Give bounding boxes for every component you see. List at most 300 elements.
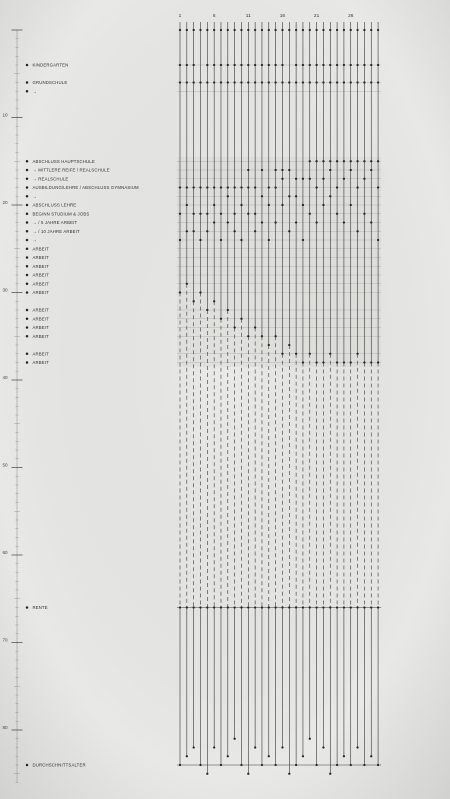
column-dot [295, 764, 297, 766]
column-dot [206, 213, 208, 215]
column-dot [281, 178, 283, 180]
column-dot [302, 178, 304, 180]
column-dot [363, 606, 365, 608]
column-dot [377, 361, 379, 363]
column-dot [309, 29, 311, 31]
column-dot [329, 195, 331, 197]
column-dot [254, 230, 256, 232]
column-dot [186, 204, 188, 206]
column-dot [370, 755, 372, 757]
column-dot [295, 195, 297, 197]
column-dot [343, 160, 345, 162]
column-dot [227, 755, 229, 757]
row-label: ARBEIT [32, 351, 49, 357]
column-dot [363, 29, 365, 31]
column-dot [329, 29, 331, 31]
column-dot [370, 81, 372, 83]
axis-label: 30 [2, 287, 8, 293]
row-label: ARBEIT [32, 333, 49, 339]
row-label: → MITTLERE REIFE / REALSCHULE [32, 167, 110, 173]
row-bullet [26, 81, 29, 84]
column-dot [233, 606, 235, 608]
column-dot [295, 178, 297, 180]
column-dot [288, 344, 290, 346]
column-dot [350, 64, 352, 66]
row-label: ABSCHLUSS LEHRE [32, 202, 77, 208]
column-dot [302, 204, 304, 206]
column-dot [213, 746, 215, 748]
column-dot [240, 239, 242, 241]
column-dot [206, 29, 208, 31]
row-bullet [26, 309, 29, 312]
column-dot [206, 230, 208, 232]
column-dot [309, 353, 311, 355]
column-dot [206, 606, 208, 608]
column-dot [363, 81, 365, 83]
column-dot [315, 606, 317, 608]
column-dot [227, 195, 229, 197]
column-dot [193, 29, 195, 31]
column-dot [363, 160, 365, 162]
row-bullet [26, 283, 29, 286]
column-dot [315, 361, 317, 363]
column-dot [350, 606, 352, 608]
column-dot [288, 81, 290, 83]
column-label: 11 [245, 14, 251, 19]
column-dot [199, 764, 201, 766]
row-bullet [26, 291, 29, 294]
column-dot [302, 239, 304, 241]
column-dot [350, 29, 352, 31]
column-dot [199, 239, 201, 241]
column-dot [309, 738, 311, 740]
column-dot [274, 169, 276, 171]
column-dot [206, 186, 208, 188]
column-dot [247, 186, 249, 188]
column-dot [206, 773, 208, 775]
column-dot [322, 160, 324, 162]
column-dot [356, 81, 358, 83]
column-dot [233, 29, 235, 31]
column-dot [370, 29, 372, 31]
column-dot [268, 755, 270, 757]
column-dot [309, 64, 311, 66]
column-dot [309, 178, 311, 180]
column-dot [295, 64, 297, 66]
row-bullet [26, 248, 29, 251]
column-dot [343, 221, 345, 223]
column-dot [336, 606, 338, 608]
column-dot [370, 64, 372, 66]
column-dot [227, 81, 229, 83]
row-label: ARBEIT [32, 272, 49, 278]
column-dot [193, 186, 195, 188]
column-dot [186, 230, 188, 232]
column-dot [254, 606, 256, 608]
row-label: → / 10 JAHRE ARBEIT [32, 228, 80, 234]
axis-label: 60 [2, 549, 8, 555]
column-dot [309, 160, 311, 162]
column-dot [247, 64, 249, 66]
column-dot [213, 81, 215, 83]
column-dot [206, 64, 208, 66]
column-dot [268, 606, 270, 608]
column-dot [247, 29, 249, 31]
column-dot [288, 169, 290, 171]
column-dot [233, 64, 235, 66]
column-dot [377, 160, 379, 162]
column-dot [220, 213, 222, 215]
column-dot [254, 186, 256, 188]
column-dot [254, 29, 256, 31]
row-bullet [26, 239, 29, 242]
column-dot [343, 178, 345, 180]
column-dot [213, 186, 215, 188]
column-dot [227, 186, 229, 188]
column-dot [309, 606, 311, 608]
column-dot [343, 64, 345, 66]
row-label: ARBEIT [32, 290, 49, 295]
column-dot [268, 81, 270, 83]
column-dot [274, 64, 276, 66]
column-dot [343, 361, 345, 363]
column-dot [261, 606, 263, 608]
column-dot [377, 186, 379, 188]
column-dot [329, 353, 331, 355]
row-label: ARBEIT [32, 316, 49, 322]
column-dot [227, 221, 229, 223]
column-dot [247, 335, 249, 337]
column-dot [199, 186, 201, 188]
column-dot [268, 239, 270, 241]
column-dot [295, 29, 297, 31]
column-dot [288, 195, 290, 197]
column-dot [370, 361, 372, 363]
row-bullet [26, 318, 29, 321]
column-dot [254, 326, 256, 328]
column-dot [315, 160, 317, 162]
row-label: ARBEIT [32, 255, 49, 260]
axis-label: 20 [2, 199, 8, 205]
row-label: DURCHSCHNITTSALTER [32, 762, 86, 768]
column-dot [343, 755, 345, 757]
column-dot [356, 186, 358, 188]
axis-label: 40 [2, 374, 8, 380]
column-dot [336, 764, 338, 766]
row-bullet [26, 195, 29, 198]
column-dot [213, 64, 215, 66]
column-dot [315, 81, 317, 83]
column-dot [274, 221, 276, 223]
column-dot [220, 239, 222, 241]
row-label: → REALSCHULE [32, 176, 69, 182]
column-dot [336, 81, 338, 83]
column-dot [220, 64, 222, 66]
column-dot [261, 335, 263, 337]
column-dot [295, 221, 297, 223]
column-dot [254, 213, 256, 215]
column-dot [336, 213, 338, 215]
column-dot [281, 353, 283, 355]
column-dot [179, 764, 181, 766]
column-dot [377, 764, 379, 766]
column-dot [356, 160, 358, 162]
column-dot [274, 186, 276, 188]
column-dot [179, 64, 181, 66]
column-dot [363, 178, 365, 180]
column-dot [274, 335, 276, 337]
column-dot [268, 64, 270, 66]
column-dot [240, 764, 242, 766]
axis-label: 50 [2, 462, 8, 468]
column-dot [350, 204, 352, 206]
column-dot [213, 221, 215, 223]
column-dot [288, 29, 290, 31]
column-dot [261, 764, 263, 766]
column-dot [213, 29, 215, 31]
column-dot [199, 81, 201, 83]
column-dot [179, 239, 181, 241]
column-dot [193, 230, 195, 232]
row-label: ARBEIT [32, 325, 49, 330]
column-dot [281, 64, 283, 66]
column-dot [295, 81, 297, 83]
column-dot [295, 353, 297, 355]
column-dot [377, 81, 379, 83]
column-dot [295, 606, 297, 608]
column-dot [350, 160, 352, 162]
column-dot [322, 178, 324, 180]
row-bullet [26, 361, 29, 364]
row-bullet [26, 256, 29, 259]
column-dot [343, 606, 345, 608]
column-dot [199, 291, 201, 293]
column-dot [199, 213, 201, 215]
column-dot [227, 606, 229, 608]
column-dot [254, 81, 256, 83]
column-dot [213, 300, 215, 302]
column-dot [336, 160, 338, 162]
column-dot [193, 746, 195, 748]
column-dot [193, 81, 195, 83]
row-label: → [32, 88, 37, 94]
column-dot [274, 606, 276, 608]
column-dot [315, 64, 317, 66]
column-dot [179, 213, 181, 215]
row-bullet [26, 169, 29, 172]
column-dot [315, 29, 317, 31]
column-dot [363, 764, 365, 766]
column-label: 16 [279, 14, 286, 19]
column-dot [261, 195, 263, 197]
column-dot [302, 64, 304, 66]
column-dot [322, 746, 324, 748]
column-dot [322, 64, 324, 66]
column-dot [343, 81, 345, 83]
column-dot [179, 291, 181, 293]
column-dot [322, 606, 324, 608]
column-dot [315, 764, 317, 766]
column-dot [220, 318, 222, 320]
column-dot [274, 29, 276, 31]
column-dot [302, 606, 304, 608]
column-dot [233, 81, 235, 83]
column-dot [268, 344, 270, 346]
column-dot [240, 204, 242, 206]
column-dot [233, 738, 235, 740]
column-dot [240, 81, 242, 83]
column-dot [350, 81, 352, 83]
column-dot [309, 81, 311, 83]
column-dot [302, 29, 304, 31]
column-dot [356, 606, 358, 608]
column-dot [322, 29, 324, 31]
column-dot [322, 81, 324, 83]
column-dot [206, 81, 208, 83]
column-dot [302, 81, 304, 83]
row-label: BEGINN STUDIUM & JOBS [32, 211, 90, 217]
column-dot [288, 606, 290, 608]
column-dot [363, 361, 365, 363]
column-dot [261, 169, 263, 171]
column-dot [233, 326, 235, 328]
column-dot [240, 606, 242, 608]
column-dot [227, 309, 229, 311]
column-dot [315, 221, 317, 223]
column-dot [220, 81, 222, 83]
column-dot [193, 300, 195, 302]
row-label: KINDERGARTEN [32, 62, 69, 68]
column-dot [220, 29, 222, 31]
column-dot [363, 64, 365, 66]
row-label: ARBEIT [32, 246, 49, 252]
column-dot [329, 773, 331, 775]
column-dot [350, 169, 352, 171]
row-label: ARBEIT [32, 360, 49, 365]
column-dot [350, 361, 352, 363]
row-label: GRUNDSCHULE [32, 80, 68, 85]
axis-label: 70 [2, 637, 8, 643]
column-dot [233, 230, 235, 232]
row-bullet [26, 186, 29, 189]
column-dot [186, 81, 188, 83]
column-dot [213, 606, 215, 608]
column-dot [247, 81, 249, 83]
column-dot [186, 186, 188, 188]
column-dot [370, 169, 372, 171]
column-dot [281, 29, 283, 31]
column-dot [268, 29, 270, 31]
column-dot [179, 81, 181, 83]
column-dot [356, 353, 358, 355]
row-bullet [26, 64, 29, 67]
column-dot [309, 213, 311, 215]
column-dot [179, 29, 181, 31]
column-dot [322, 204, 324, 206]
row-bullet [26, 204, 29, 207]
column-dot [193, 213, 195, 215]
row-label: → [32, 193, 37, 199]
column-dot [268, 186, 270, 188]
column-dot [370, 160, 372, 162]
column-dot [247, 773, 249, 775]
column-dot [370, 606, 372, 608]
column-dot [199, 29, 201, 31]
column-dot [288, 773, 290, 775]
column-dot [247, 169, 249, 171]
column-dot [186, 606, 188, 608]
column-dot [356, 746, 358, 748]
column-dot [193, 606, 195, 608]
column-dot [186, 755, 188, 757]
column-dot [227, 64, 229, 66]
row-label: ABSCHLUSS HAUPTSCHULE [32, 158, 95, 164]
column-dot [281, 169, 283, 171]
column-dot [274, 81, 276, 83]
column-dot [240, 64, 242, 66]
row-bullet [26, 274, 29, 277]
row-label: → [32, 237, 37, 243]
column-dot [336, 186, 338, 188]
row-label: RENTE [32, 605, 48, 610]
row-bullet [26, 353, 29, 356]
column-dot [302, 361, 304, 363]
column-dot [274, 764, 276, 766]
column-dot [288, 230, 290, 232]
row-bullet [26, 178, 29, 181]
column-label: 21 [313, 14, 320, 19]
column-dot [179, 186, 181, 188]
column-dot [322, 361, 324, 363]
column-dot [329, 81, 331, 83]
column-dot [281, 81, 283, 83]
column-dot [356, 230, 358, 232]
row-bullet [26, 90, 29, 93]
axis-label: 10 [2, 112, 8, 118]
row-bullet [26, 326, 29, 329]
column-dot [377, 64, 379, 66]
column-dot [281, 746, 283, 748]
column-dot [220, 764, 222, 766]
column-dot [199, 606, 201, 608]
column-dot [302, 755, 304, 757]
row-label: ARBEIT [32, 307, 49, 313]
row-bullet [26, 160, 29, 163]
column-dot [356, 64, 358, 66]
column-dot [329, 64, 331, 66]
column-dot [350, 764, 352, 766]
column-dot [363, 213, 365, 215]
row-bullet [26, 764, 29, 767]
column-dot [233, 213, 235, 215]
column-label: 6 [212, 14, 216, 19]
column-dot [254, 746, 256, 748]
column-dot [247, 606, 249, 608]
column-dot [193, 64, 195, 66]
column-label: 1 [178, 14, 182, 19]
column-dot [336, 29, 338, 31]
column-dot [240, 318, 242, 320]
column-dot [213, 204, 215, 206]
column-dot [370, 221, 372, 223]
column-dot [220, 186, 222, 188]
row-bullet [26, 230, 29, 233]
axis-label: 80 [2, 724, 8, 730]
column-dot [377, 29, 379, 31]
column-dot [315, 186, 317, 188]
column-dot [281, 204, 283, 206]
column-dot [343, 29, 345, 31]
